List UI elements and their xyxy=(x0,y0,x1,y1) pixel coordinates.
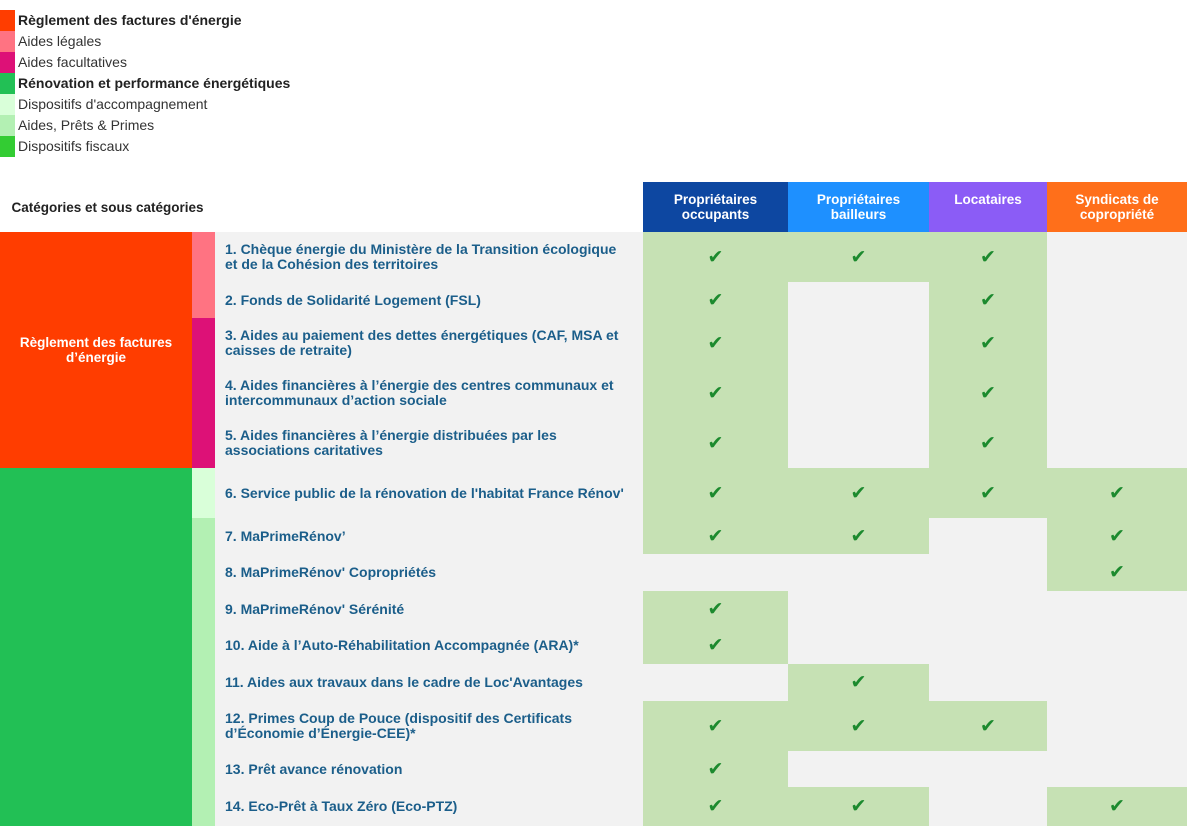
row-label: 10. Aide à l’Auto-Réhabilitation Accompagnée (ARA)* xyxy=(225,637,579,653)
empty-cell xyxy=(643,554,788,591)
empty-cell xyxy=(1047,751,1187,787)
check-icon: ✔ xyxy=(850,482,867,504)
row-label: 6. Service public de la rénovation de l'habitat France Rénov' xyxy=(225,484,624,501)
row-label: 7. MaPrimeRénov’ xyxy=(225,527,346,544)
check-cell xyxy=(1047,518,1187,554)
subcategory-aides-prets-primes xyxy=(192,518,215,826)
empty-cell xyxy=(1047,664,1187,701)
check-icon: ✔ xyxy=(707,525,724,547)
empty-cell xyxy=(788,282,929,318)
check-icon: ✔ xyxy=(850,796,867,817)
check-icon: ✔ xyxy=(707,382,724,404)
empty-cell xyxy=(929,664,1047,701)
check-cell xyxy=(929,368,1047,418)
check-icon: ✔ xyxy=(707,715,724,737)
legend-swatch xyxy=(0,115,15,136)
check-cell xyxy=(929,282,1047,318)
empty-cell xyxy=(1047,232,1187,282)
check-cell xyxy=(643,368,788,418)
empty-cell xyxy=(788,418,929,468)
subcategory-aides-facultatives xyxy=(192,318,215,468)
empty-cell xyxy=(788,591,929,627)
check-icon: ✔ xyxy=(1109,482,1125,504)
row-label: 5. Aides financières à l’énergie distribuées par les associations caritatives xyxy=(225,427,557,458)
check-cell xyxy=(643,418,788,468)
check-cell xyxy=(788,468,929,518)
check-icon: ✔ xyxy=(850,715,867,737)
legend-label: Règlement des factures d'énergie xyxy=(18,12,242,28)
check-cell xyxy=(643,627,788,664)
empty-cell xyxy=(929,554,1047,591)
check-cell xyxy=(929,418,1047,468)
empty-cell xyxy=(1047,418,1187,468)
empty-cell xyxy=(1047,591,1187,627)
subcategory-dispositifs-accompagnement xyxy=(192,468,215,518)
empty-cell xyxy=(929,627,1047,664)
check-icon: ✔ xyxy=(980,332,996,354)
empty-cell xyxy=(1047,282,1187,318)
column-header-locataires: Locataires xyxy=(929,182,1047,232)
check-cell xyxy=(643,751,788,787)
check-icon: ✔ xyxy=(980,482,996,504)
column-header-proprietaires-occupants: Propriétaires occupants xyxy=(643,182,788,232)
row-label: 1. Chèque énergie du Ministère de la Transition écologique et de la Cohésion des territoires xyxy=(225,241,617,272)
legend-swatch xyxy=(0,10,15,31)
check-icon: ✔ xyxy=(980,432,996,454)
empty-cell xyxy=(1047,701,1187,751)
legend-swatch xyxy=(0,31,15,52)
check-icon: ✔ xyxy=(980,382,996,404)
check-cell xyxy=(643,282,788,318)
check-icon: ✔ xyxy=(980,715,996,737)
row-label: 12. Primes Coup de Pouce (dispositif des Certificats d’Économie d’Énergie-CEE)* xyxy=(225,710,572,741)
check-icon: ✔ xyxy=(707,432,724,454)
check-cell xyxy=(929,232,1047,282)
check-icon: ✔ xyxy=(980,246,996,268)
check-cell xyxy=(1047,787,1187,826)
check-cell xyxy=(643,232,788,282)
legend-swatch xyxy=(0,73,15,94)
row-label: 11. Aides aux travaux dans le cadre de Loc'Avantages xyxy=(225,674,583,690)
empty-cell xyxy=(788,368,929,418)
category-renovation xyxy=(0,468,192,826)
empty-cell xyxy=(788,627,929,664)
row-label: 8. MaPrimeRénov' Copropriétés xyxy=(225,564,437,580)
check-cell xyxy=(643,518,788,554)
row-label: 4. Aides financières à l’énergie des centres communaux et intercommunaux d’action sociale xyxy=(225,377,614,408)
check-cell xyxy=(643,468,788,518)
check-icon: ✔ xyxy=(707,289,724,311)
check-icon: ✔ xyxy=(707,246,724,268)
legend-swatch xyxy=(0,52,15,73)
check-icon: ✔ xyxy=(707,796,724,817)
check-icon: ✔ xyxy=(707,598,724,620)
check-cell xyxy=(788,664,929,701)
empty-cell xyxy=(929,591,1047,627)
column-header-proprietaires-bailleurs: Propriétaires bailleurs xyxy=(788,182,929,232)
check-cell xyxy=(929,468,1047,518)
check-icon: ✔ xyxy=(1109,796,1125,817)
check-icon: ✔ xyxy=(980,289,996,311)
empty-cell xyxy=(1047,318,1187,368)
empty-cell xyxy=(1047,627,1187,664)
empty-cell xyxy=(929,787,1047,826)
row-label: 2. Fonds de Solidarité Logement (FSL) xyxy=(225,291,481,308)
check-cell xyxy=(1047,554,1187,591)
empty-cell xyxy=(788,318,929,368)
check-cell xyxy=(788,232,929,282)
column-header-syndicats: Syndicats de copropriété xyxy=(1047,182,1187,232)
legend-label: Rénovation et performance énergétiques xyxy=(18,75,291,91)
empty-cell xyxy=(929,751,1047,787)
check-cell xyxy=(788,787,929,826)
empty-cell xyxy=(788,554,929,591)
check-icon: ✔ xyxy=(707,758,724,780)
empty-cell xyxy=(643,664,788,701)
check-cell xyxy=(643,701,788,751)
category-reglement-factures: Règlement des factures d’énergie xyxy=(0,232,192,468)
empty-cell xyxy=(1047,368,1187,418)
empty-cell xyxy=(788,751,929,787)
check-icon: ✔ xyxy=(850,525,867,547)
category-column-header: Catégories et sous catégories xyxy=(11,199,204,215)
check-cell xyxy=(929,318,1047,368)
legend-label: Aides légales xyxy=(18,33,102,49)
check-icon: ✔ xyxy=(1109,562,1125,583)
check-icon: ✔ xyxy=(707,332,724,354)
empty-cell xyxy=(929,518,1047,554)
check-cell xyxy=(788,701,929,751)
row-label: 14. Eco-Prêt à Taux Zéro (Eco-PTZ) xyxy=(225,798,458,814)
check-cell xyxy=(643,787,788,826)
legend-label: Aides facultatives xyxy=(18,54,127,70)
check-cell xyxy=(643,591,788,627)
row-label: 13. Prêt avance rénovation xyxy=(225,760,403,777)
legend-label: Dispositifs fiscaux xyxy=(18,138,130,154)
legend-swatch xyxy=(0,94,15,115)
legend-label: Dispositifs d'accompagnement xyxy=(18,96,208,112)
check-cell xyxy=(643,318,788,368)
check-icon: ✔ xyxy=(1109,525,1125,547)
legend-swatch xyxy=(0,136,15,157)
legend-label: Aides, Prêts & Primes xyxy=(18,117,155,133)
check-cell xyxy=(788,518,929,554)
check-icon: ✔ xyxy=(850,246,867,268)
check-icon: ✔ xyxy=(707,635,724,656)
check-cell xyxy=(1047,468,1187,518)
check-cell xyxy=(929,701,1047,751)
row-label: 3. Aides au paiement des dettes énergétiques (CAF, MSA et caisses de retraite) xyxy=(225,327,619,358)
row-label: 9. MaPrimeRénov' Sérénité xyxy=(225,600,405,617)
subcategory-aides-legales xyxy=(192,232,215,318)
check-icon: ✔ xyxy=(707,482,724,504)
check-icon: ✔ xyxy=(850,672,867,693)
